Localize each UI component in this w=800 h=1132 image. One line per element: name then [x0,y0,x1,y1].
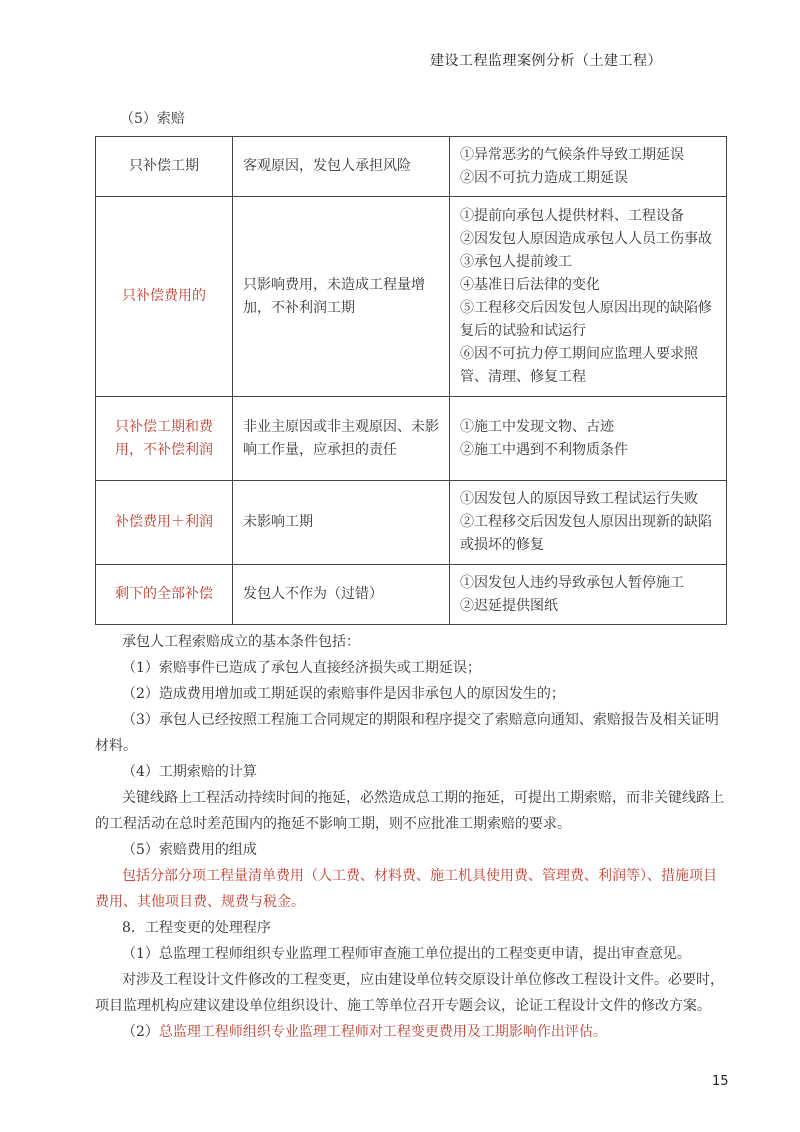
claim-type-cell: 只补偿工期和费用，不补偿利润 [96,397,233,481]
list-item: ②迟延提供图纸 [460,597,558,614]
claim-items-cell [450,397,727,481]
list-item: ⑥因不可抗力停工期间应监理人要求照管、清理、修复工程 [460,345,698,385]
claim-reason-cell: 非业主原因或非主观原因、未影响工作量，应承担的责任 [233,397,450,481]
claim-type-cell: 只补偿费用的 [96,197,233,397]
table-row [96,565,727,625]
claims-table [95,136,727,625]
page-number: 15 [712,1074,729,1089]
list-item: ④基准日后法律的变化 [460,276,600,293]
list-item: ①异常恶劣的气候条件导致工期延误 [460,146,684,163]
section-title: （5）索赔 [120,111,185,127]
claim-reason-cell: 未影响工期 [233,481,450,565]
subheading: （4）工期索赔的计算 [122,764,257,780]
list-item: ⑤工程移交后因发包人原因出现的缺陷修复后的试验和试运行 [460,299,712,339]
list-item: ②工程移交后因发包人原因出现新的缺陷或损坏的修复 [460,514,712,553]
paragraph: 承包人工程索赔成立的基本条件包括： [122,634,360,650]
list-item: ①因发包人的原因导致工程试运行失败 [460,491,698,507]
list-item: ②施工中遇到不利物质条件 [460,441,628,458]
paragraph: 对涉及工程设计文件修改的工程变更，应由建设单位转交原设计单位修改工程设计文件。必要时，项目监理机构应建议建设单位组织设计、施工等单位召开专题会议，论证工程设计文件的修改方案。 [95,972,724,1014]
claim-type-cell: 只补偿工期 [96,137,233,197]
paragraph [95,1019,727,1045]
list-item: ②因发包人原因造成承包人人员工伤事故 [460,230,712,247]
claim-type-cell: 补偿费用＋利润 [96,481,233,565]
subheading: （5）索赔费用的组成 [122,842,257,858]
body-text [95,629,727,1045]
claim-items-cell [450,197,727,397]
table-row [96,197,727,397]
claim-reason-cell: 发包人不作为（过错） [233,565,450,625]
table-row [96,137,727,197]
running-header: 建设工程监理案例分析（土建工程） [430,53,662,69]
list-item: ①因发包人违约导致承包人暂停施工 [460,574,684,591]
paragraph-highlight: 总监理工程师组织专业监理工程师对工程变更费用及工期影响作出评估。 [158,1024,607,1040]
section-heading: 8．工程变更的处理程序 [122,920,271,936]
list-item: ①提前向承包人提供材料、工程设备 [460,207,684,224]
table-row [96,397,727,481]
claim-items-cell [450,137,727,197]
paragraph-highlight: 包括分部分项工程量清单费用（人工费、材料费、施工机具使用费、管理费、利润等）、措施项目费用、其他项目费、规费与税金。 [95,868,717,910]
paragraph: （1）索赔事件已造成了承包人直接经济损失或工期延误； [122,660,481,676]
claim-items-cell [450,481,727,565]
paragraph: （3）承包人已经按照工程施工合同规定的期限和程序提交了索赔意向通知、索赔报告及相关证明材料。 [95,712,719,754]
paragraph: （1）总监理工程师组织专业监理工程师审查施工单位提出的工程变更申请，提出审查意见。 [122,946,691,962]
claim-reason-cell: 客观原因，发包人承担风险 [233,137,450,197]
claim-type-cell: 剩下的全部补偿 [96,565,233,625]
paragraph: 关键线路上工程活动持续时间的拖延，必然造成总工期的拖延，可提出工期索赔，而非关键线路上的工程活动在总时差范围内的拖延不影响工期，则不应批准工期索赔的要求。 [95,790,724,832]
claim-reason-cell: 只影响费用，未造成工程量增加，不补利润工期 [233,197,450,397]
list-item: ②因不可抗力造成工期延误 [460,169,628,186]
list-marker: （2） [122,1024,159,1040]
list-item: ①施工中发现文物、古迹 [460,418,614,435]
claim-items-cell [450,565,727,625]
table-row [96,481,727,565]
paragraph: （2）造成费用增加或工期延误的索赔事件是因非承包人的原因发生的； [122,686,565,702]
list-item: ③承包人提前竣工 [460,253,572,270]
